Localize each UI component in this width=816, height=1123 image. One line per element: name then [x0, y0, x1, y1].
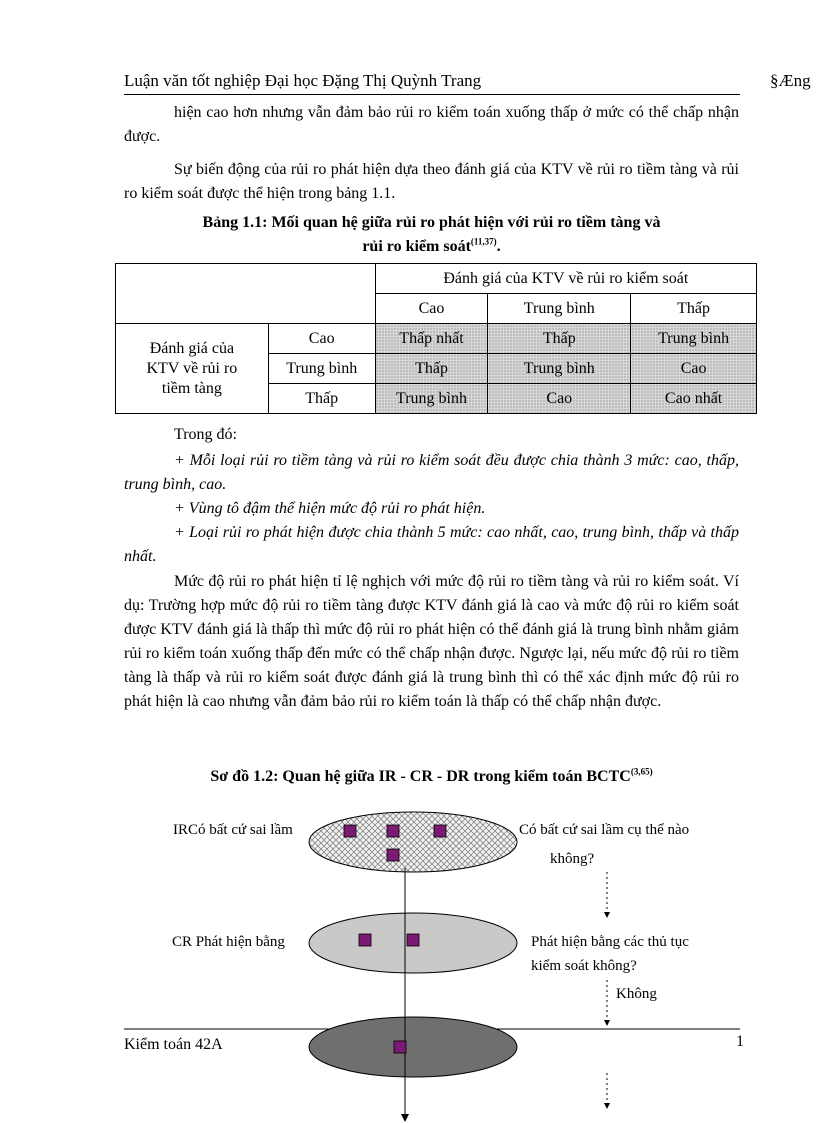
table-col-group-header: Đánh giá của KTV về rủi ro kiểm soát — [375, 264, 756, 294]
note-3: + Loại rủi ro phát hiện được chia thành 5 mức: cao nhất, cao, trung bình, thấp và thấp nhất. — [124, 524, 739, 565]
ir-question-line1: Có bất cứ sai lầm cụ thể nào — [519, 822, 690, 838]
footer-left: Kiểm toán 42A — [124, 1036, 223, 1053]
cr-question-line2: kiểm soát không? — [531, 958, 637, 974]
cr-question-line1: Phát hiện bằng các thủ tục — [531, 934, 689, 950]
dotted-arrow-2-head — [604, 1020, 610, 1026]
table-cell: Trung bình — [631, 324, 757, 354]
header-title: Luận văn tốt nghiệp Đại học Đặng Thị Quỳnh Trang — [124, 71, 482, 90]
cr-answer: Không — [616, 986, 657, 1002]
misstatement-marker — [387, 825, 399, 837]
table-cell: Thấp — [488, 324, 631, 354]
table-cell: Trung bình — [375, 384, 488, 414]
note-2: + Vùng tô đậm thể hiện mức độ rủi ro phát hiện. — [174, 500, 486, 517]
table-caption-ref: (11,37) — [470, 236, 497, 247]
ir-question-line2: không? — [550, 851, 595, 867]
note-1: + Mỗi loại rủi ro tiềm tàng và rủi ro kiểm soát đều được chia thành 3 mức: cao, thấp, trung bình, cao. — [124, 452, 739, 493]
table-caption-end: . — [496, 238, 501, 255]
misstatement-marker — [394, 1041, 406, 1053]
table-row-group-header: Đánh giá của KTV về rủi ro tiềm tàng — [116, 324, 269, 414]
table-cell: Thấp — [375, 354, 488, 384]
paragraph-3: Mức độ rủi ro phát hiện tỉ lệ nghịch với mức độ rủi ro tiềm tàng và rủi ro kiểm soát. Ví dụ: Trường hợp mức độ rủi ro tiềm tàng được KTV đánh giá là cao và mức độ rủi ro kiểm soát được KTV đánh giá là thấp thì mức độ rủi ro phát hiện có thể đánh giá là trung bình nhằm giảm rủi ro kiểm toán xuống thấp đến mức có thể chấp nhận được. Ngược lại, nếu mức độ rủi ro tiềm tàng là thấp và rủi ro kiểm soát được đánh giá là trung bình thì có thể xác định mức độ rủi ro phát hiện là cao nhưng vẫn đảm bảo rủi ro kiểm toán là thấp có thể chấp nhận được. — [124, 573, 739, 710]
col-header: Trung bình — [488, 294, 631, 324]
row-header: Trung bình — [268, 354, 375, 384]
col-header: Thấp — [631, 294, 757, 324]
table-cell: Cao — [488, 384, 631, 414]
center-arrow-head — [401, 1114, 409, 1122]
misstatement-marker — [434, 825, 446, 837]
ir-ellipse — [309, 812, 517, 872]
paragraph-1-text: hiện cao hơn nhưng vẫn đảm bảo rủi ro kiểm toán xuống thấp ở mức có thể chấp nhận được. — [124, 104, 739, 145]
page-number: 1 — [736, 1033, 744, 1050]
diagram-caption-text: Sơ đồ 1.2: Quan hệ giữa IR - CR - DR trong kiểm toán BCTC — [210, 768, 631, 785]
notes-intro: Trong đó: — [174, 426, 237, 443]
table-cell: Trung bình — [488, 354, 631, 384]
ir-label: IRCó bất cứ sai lầm — [173, 822, 293, 838]
cr-label: CR Phát hiện bằng — [172, 934, 285, 950]
row-header: Cao — [268, 324, 375, 354]
misstatement-marker — [344, 825, 356, 837]
dotted-arrow-1-head — [604, 912, 610, 918]
dr-ellipse — [309, 1017, 517, 1077]
table-caption-line2: rủi ro kiểm soát — [362, 238, 471, 255]
misstatement-marker — [387, 849, 399, 861]
row-header: Thấp — [268, 384, 375, 414]
table-caption-line1: Bảng 1.1: Mối quan hệ giữa rủi ro phát hiện với rủi ro tiềm tàng và — [202, 214, 661, 231]
table-cell: Cao — [631, 354, 757, 384]
paragraph-2: Sự biến động của rủi ro phát hiện dựa theo đánh giá của KTV về rủi ro tiềm tàng và rủi ro kiểm soát được thể hiện trong bảng 1.1. — [124, 161, 739, 202]
col-header: Cao — [375, 294, 488, 324]
dotted-arrow-3-head — [604, 1103, 610, 1109]
diagram-caption-ref: (3,65) — [630, 766, 653, 777]
table-cell: Cao nhất — [631, 384, 757, 414]
table-cell: Thấp nhất — [375, 324, 488, 354]
header-right: §Æng — [770, 71, 811, 90]
misstatement-marker — [407, 934, 419, 946]
misstatement-marker — [359, 934, 371, 946]
